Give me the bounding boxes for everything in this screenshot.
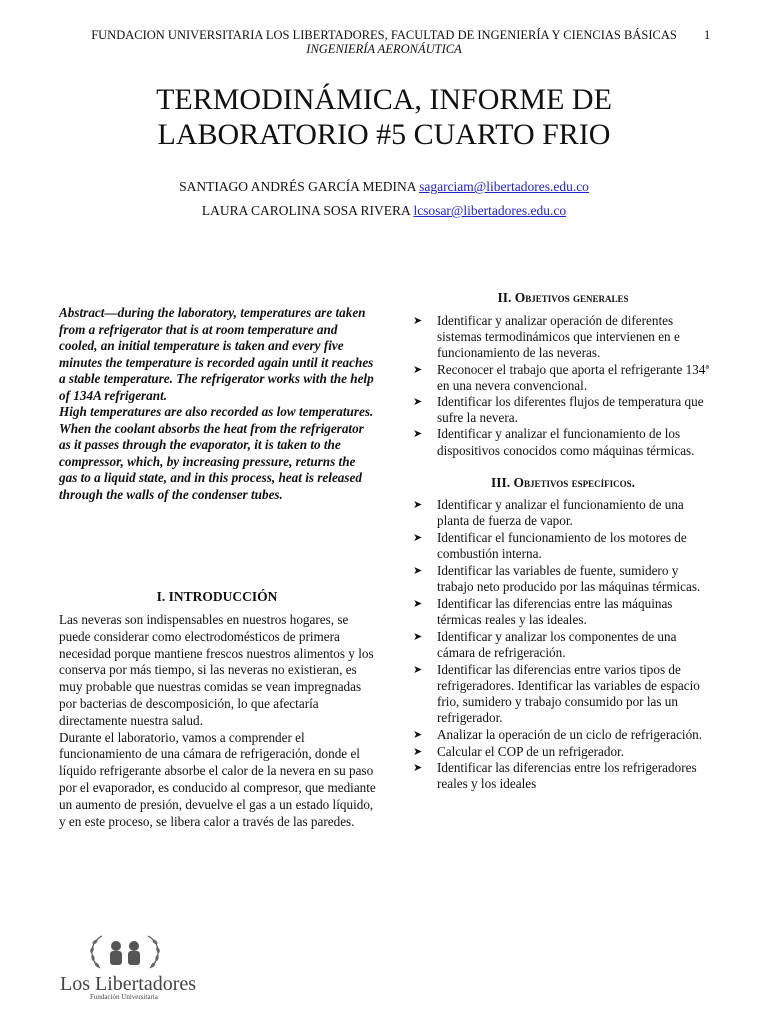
- list-item: ➤ Identificar y analizar el funcionamiento de los dispositivos conocidos como máquinas térmicas.: [413, 426, 695, 458]
- arrow-bullet-icon: ➤: [413, 315, 423, 327]
- arrow-bullet-icon: ➤: [413, 745, 423, 758]
- arrow-bullet-icon: ➤: [413, 396, 423, 409]
- program-name: INGENIERÍA AERONÁUTICA: [306, 42, 462, 56]
- list-item: ➤ Identificar y analizar operación de diferentes sistemas termodinámicos que intervienen en e funcionamiento de las neveras.: [413, 313, 680, 361]
- list-item: ➤ Identificar y analizar el funcionamiento de una planta de fuerza de vapor.: [413, 497, 684, 529]
- list-item: ➤ Reconocer el trabajo que aporta el refrigerante 134ª en una nevera convencional.: [413, 361, 710, 393]
- list-item: ➤ Identificar las diferencias entre varios tipos de refrigeradores. Identificar las variables de espacio frio, sumidero y trabajo consumido por las un refrigerador.: [413, 661, 700, 726]
- list-item: ➤ Identificar el funcionamiento de los motores de combustión interna.: [413, 529, 687, 562]
- logo-wordmark: Los Libertadores: [60, 973, 197, 995]
- title-line-2: LABORATORIO #5 CUARTO FRIO: [157, 118, 611, 151]
- intro-paragraph: Las neveras son indispensables en nuestros hogares, se puede considerar como electrodomésticos de primera necesidad porque mantiene frescos nuestros alimentos y los conserva por más tiempo, si las neveras no existieran, es muy probable que nuestras comidas se vean impregnadas por bacterias de descomposición, lo que afectaría directamente nuestra salud.: [59, 612, 374, 728]
- author-email-link[interactable]: lcsosar@libertadores.edu.co: [413, 203, 567, 218]
- abstract-paragraph: When the coolant absorbs the heat from the refrigerator as it passes through the evaporator, it is taken to the compressor, which, by increasing pressure, returns the gas to a liquid state, and in this process, heat is released through the walls of the condenser tubes.: [59, 420, 364, 502]
- arrow-bullet-icon: ➤: [413, 363, 423, 376]
- arrow-bullet-icon: ➤: [413, 728, 423, 741]
- list-item: ➤ Identificar y analizar los componentes de una cámara de refrigeración.: [413, 628, 677, 660]
- abstract: [59, 305, 375, 503]
- arrow-bullet-icon: ➤: [413, 630, 423, 643]
- objetivos-generales-list: [413, 313, 713, 459]
- abstract-paragraph: Abstract—during the laboratory, temperatures are taken from a refrigerator that is at room temperature and cooled, an initial temperature is taken and every five minutes the temperature is recorded again until it reaches a stable temperature. The refrigerator works with the help of 134A refrigerant.: [59, 305, 374, 403]
- list-item: ➤ Analizar la operación de un ciclo de refrigeración.: [413, 726, 703, 742]
- running-header: FUNDACION UNIVERSITARIA LOS LIBERTADORES, FACULTAD DE INGENIERÍA Y CIENCIAS BÁSICAS: [91, 28, 677, 42]
- abstract-paragraph: High temperatures are also recorded as low temperatures.: [59, 404, 374, 419]
- section-heading-introduccion: I. INTRODUCCIÓN: [156, 589, 278, 604]
- arrow-bullet-icon: ➤: [413, 531, 423, 544]
- section-heading-objetivos-especificos: III. Objetivos específicos.: [490, 475, 636, 490]
- author-email-link[interactable]: sagarciam@libertadores.edu.co: [419, 179, 589, 194]
- arrow-bullet-icon: ➤: [413, 762, 423, 775]
- section-heading-objetivos-generales: II. Objetivos generales: [497, 290, 629, 305]
- logo-subtitle: Fundación Universitaria: [90, 993, 158, 1001]
- list-item: ➤ Identificar las diferencias entre las máquinas térmicas reales y las ideales.: [413, 595, 673, 627]
- list-item: ➤ Identificar las variables de fuente, sumidero y trabajo neto producido por las máquinas térmicas.: [413, 562, 701, 595]
- arrow-bullet-icon: ➤: [413, 428, 423, 441]
- objetivos-especificos-list: [413, 497, 713, 793]
- list-item: ➤ Identificar las diferencias entre los refrigeradores reales y los ideales: [413, 760, 697, 792]
- arrow-bullet-icon: ➤: [413, 564, 423, 577]
- author-name: LAURA CAROLINA SOSA RIVERA: [201, 203, 411, 218]
- list-item: ➤ Calcular el COP de un refrigerador.: [413, 743, 624, 759]
- title-line-1: TERMODINÁMICA, INFORME DE: [156, 83, 612, 116]
- intro-paragraph: Durante el laboratorio, vamos a comprender el funcionamiento de una cámara de refrigeración, donde el líquido refrigerante absorbe el calor de la nevera en su paso por el evaporador, es conducido al compresor, que mediante un aumento de presión, devuelve el gas a un estado líquido, y en este proceso, se libera calor a través de las paredes.: [59, 729, 376, 829]
- list-item: ➤ Identificar los diferentes flujos de temperatura que sufre la nevera.: [413, 394, 704, 426]
- page-number: 1: [704, 28, 711, 42]
- arrow-bullet-icon: ➤: [413, 663, 423, 676]
- paper-title: [84, 82, 684, 152]
- author-name: SANTIAGO ANDRÉS GARCÍA MEDINA: [179, 179, 416, 194]
- arrow-bullet-icon: ➤: [413, 597, 423, 610]
- author-2: [0, 203, 768, 219]
- introduction-body: [59, 612, 377, 830]
- author-1: [0, 179, 768, 195]
- arrow-bullet-icon: ➤: [413, 499, 423, 511]
